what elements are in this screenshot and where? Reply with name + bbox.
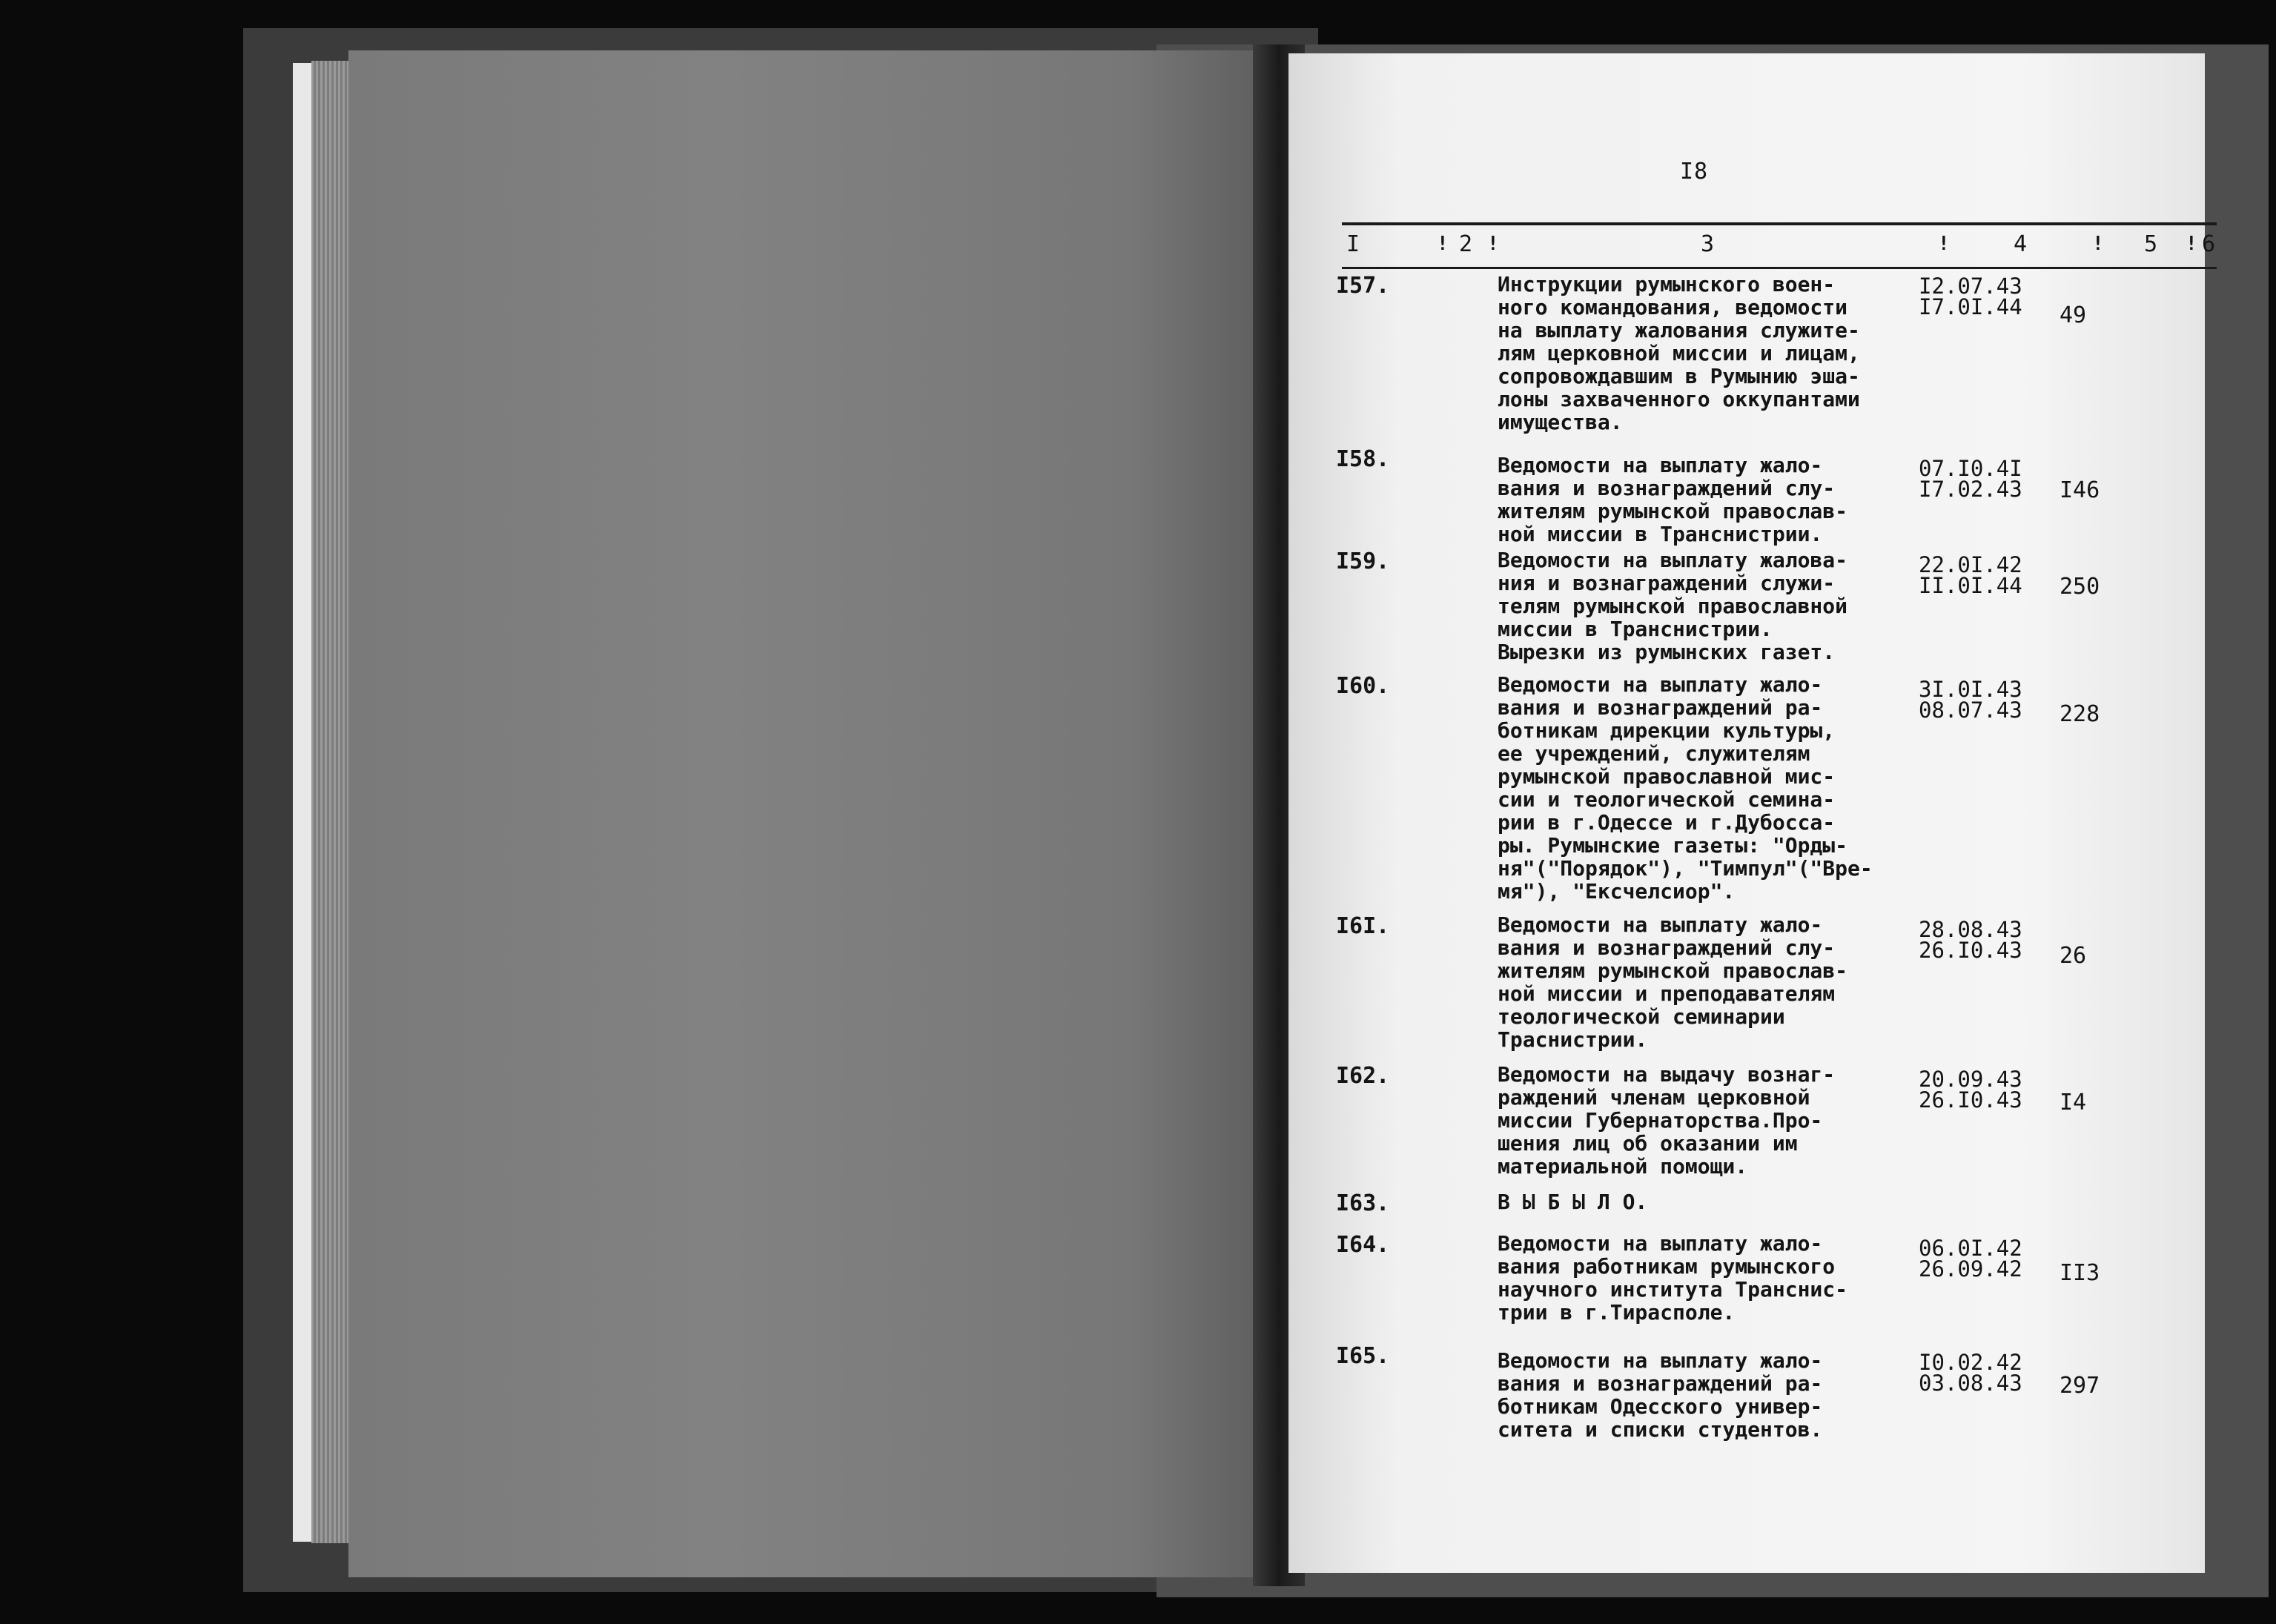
item-description: Ведомости на выплату жало- вания и вознаграждений слу- жителям румынской православ- ной миссии и преподавателям теологической семинарии Траснистрии.	[1498, 912, 1848, 1052]
item-sheet-count: I46	[2060, 477, 2100, 503]
item-dates: I0.02.42 03.08.43	[1919, 1350, 2022, 1396]
item-sheet-count: 297	[2060, 1373, 2100, 1399]
item-description: Инструкции румынского воен- ного командования, ведомости на выплату жалования служите- лям церковной миссии и лицам, сопровождавшим в Румынию эша- лоны захваченного оккупантами имущества.	[1498, 272, 1860, 434]
item-number: I58.	[1336, 446, 1390, 472]
item-sheet-count: I4	[2060, 1090, 2087, 1116]
item-dates: 22.0I.42 II.0I.44	[1919, 552, 2022, 598]
header-separator: !	[1938, 233, 1950, 255]
item-sheet-count: II3	[2060, 1260, 2100, 1286]
item-number: I6I.	[1336, 913, 1390, 939]
header-separator: !	[1437, 233, 1449, 255]
page-number: I8	[1680, 159, 1709, 185]
item-number: I65.	[1336, 1343, 1390, 1369]
item-description: Ведомости на выплату жало- вания и вознаграждений ра- ботникам дирекции культуры, ее учреждений, служителям румынской православной мис- сии и теологической семина- рии в г.Одессе и г.Дубосса- ры. Румынские газеты: "Орды- ня"("Порядок"), "Тимпул"("Вре- мя"), "Ексчелсиор".	[1498, 672, 1873, 904]
item-description: Ведомости на выплату жало- вания и вознаграждений ра- ботникам Одесского универ- ситета и списки студентов.	[1498, 1348, 1823, 1442]
header-col-3: 3	[1701, 231, 1715, 257]
item-description: В Ы Б Ы Л О.	[1498, 1190, 1648, 1214]
item-description: Ведомости на выплату жало- вания работникам румынского научного института Транснис- трии в г.Тирасполе.	[1498, 1231, 1848, 1325]
header-separator: !	[2092, 233, 2104, 255]
item-sheet-count: 250	[2060, 574, 2100, 600]
item-number: I60.	[1336, 673, 1390, 699]
item-dates: 28.08.43 26.I0.43	[1919, 917, 2022, 963]
item-number: I64.	[1336, 1232, 1390, 1258]
inventory-page	[1288, 53, 2216, 1573]
header-separator: !	[1487, 233, 1499, 255]
item-description: Ведомости на выплату жало- вания и вознаграждений слу- жителям румынской православ- ной миссии в Транснистрии.	[1498, 453, 1848, 546]
blank-left-page	[348, 50, 1268, 1577]
header-col-2: 2	[1459, 231, 1473, 257]
item-sheet-count: 26	[2060, 943, 2087, 969]
item-number: I62.	[1336, 1063, 1390, 1089]
item-description: Ведомости на выплату жалова- ния и вознаграждений служи- телям румынской православной миссии в Транснистрии. Вырезки из румынских газет.	[1498, 548, 1848, 664]
header-col-5: 5	[2144, 231, 2158, 257]
header-separator: !	[2186, 233, 2197, 255]
header-col-1: I	[1346, 231, 1360, 257]
item-dates: 20.09.43 26.I0.43	[1919, 1067, 2022, 1113]
item-sheet-count: 49	[2060, 302, 2087, 328]
item-dates: 06.0I.42 26.09.42	[1919, 1236, 2022, 1282]
item-number: I57.	[1336, 273, 1390, 299]
item-number: I59.	[1336, 548, 1390, 574]
item-dates: I2.07.43 I7.0I.44	[1919, 274, 2022, 319]
header-col-4: 4	[2014, 231, 2028, 257]
item-dates: 07.I0.4I I7.02.43	[1919, 456, 2022, 502]
item-description: Ведомости на выдачу вознаг- раждений членам церковной миссии Губернаторства.Про- шения лиц об оказании им материальной помощи.	[1498, 1062, 1836, 1179]
header-col-6: 6	[2202, 231, 2216, 257]
item-dates: 3I.0I.43 08.07.43	[1919, 677, 2022, 723]
table-header	[1342, 222, 2217, 269]
item-number: I63.	[1336, 1190, 1390, 1216]
item-sheet-count: 228	[2060, 701, 2100, 727]
